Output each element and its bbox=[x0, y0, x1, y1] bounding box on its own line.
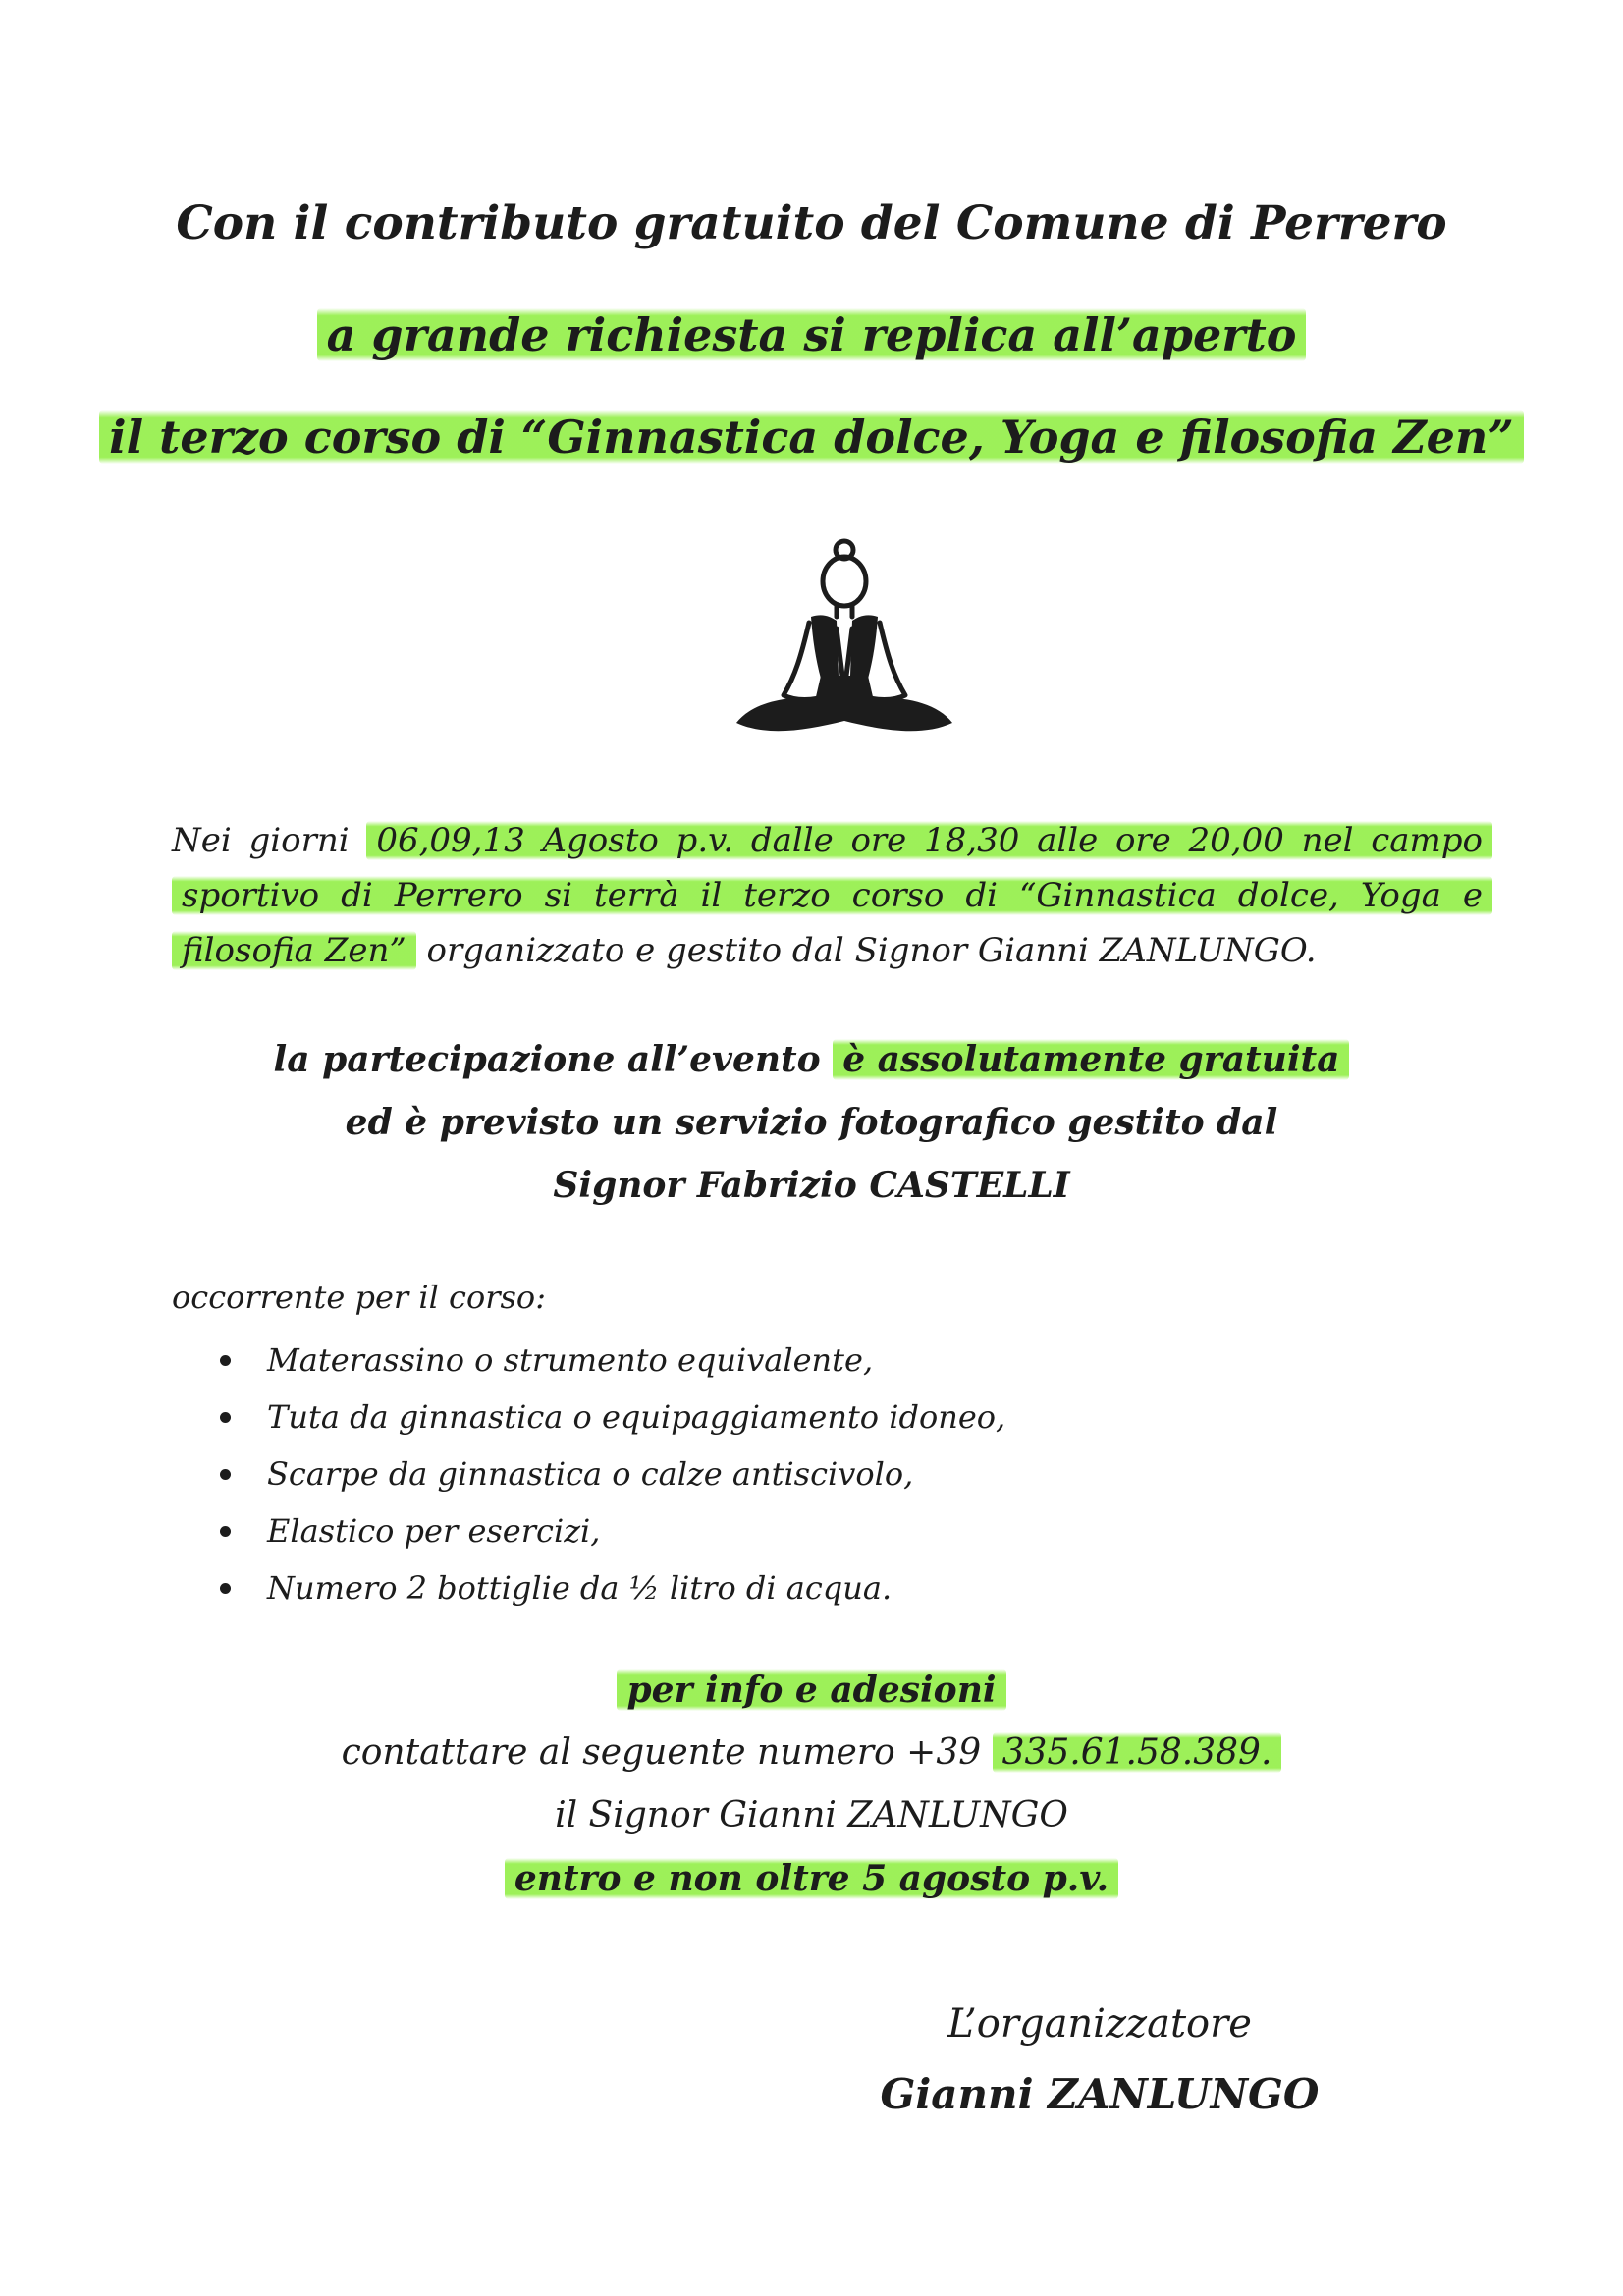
contact-line: contattare al seguente numero +39 335.61.58.389. bbox=[0, 1732, 1623, 1773]
event-description: Nei giorni 06,09,13 Agosto p.v. dalle ore 18,30 alle ore 20,00 nel campo sportivo di Perrero si terrà il terzo corso di “Ginnastica dolce, Yoga e filosofia Zen” organizzato e gestito dal Signor Gianni ZANLUNGO. bbox=[172, 813, 1492, 978]
list-item: Elastico per esercizi, bbox=[216, 1503, 1005, 1559]
list-item: Materassino o strumento equivalente, bbox=[216, 1332, 1005, 1389]
signature-name: Gianni ZANLUNGO bbox=[880, 2070, 1320, 2118]
highlight-mark: è assolutamente gratuita bbox=[833, 1039, 1349, 1080]
participation-line-3: Signor Fabrizio CASTELLI bbox=[553, 1165, 1070, 1206]
deadline bbox=[0, 1858, 1623, 1899]
highlight-mark: il terzo corso di “Ginnastica dolce, Yoga e filosofia Zen” bbox=[99, 410, 1524, 464]
contact-person: il Signor Gianni ZANLUNGO bbox=[555, 1795, 1068, 1835]
requirements-list bbox=[216, 1332, 1005, 1616]
list-item: Scarpe da ginnastica o calze antiscivolo, bbox=[216, 1446, 1005, 1503]
info-title bbox=[0, 1669, 1623, 1711]
highlight-mark: 06,09,13 Agosto p.v. dalle ore 18,30 alle ore 20,00 nel campo sportivo di Perrero si terrà il terzo corso di “Ginnastica dolce, Yoga e filosofia Zen” bbox=[172, 821, 1492, 970]
highlight-mark: entro e non oltre 5 agosto p.v. bbox=[505, 1858, 1118, 1899]
header-line-1: Con il contributo gratuito del Comune di Perrero bbox=[176, 196, 1447, 250]
list-item: Numero 2 bottiglie da ½ litro di acqua. bbox=[216, 1559, 1005, 1616]
requirements-title: occorrente per il corso: bbox=[172, 1279, 546, 1316]
yoga-meditation-icon bbox=[727, 538, 962, 744]
signature-role: L’organizzatore bbox=[947, 2001, 1252, 2047]
list-item: Tuta da ginnastica o equipaggiamento idoneo, bbox=[216, 1389, 1005, 1446]
header-line-3 bbox=[0, 410, 1623, 464]
highlight-mark: a grande richiesta si replica all’aperto bbox=[317, 308, 1307, 361]
participation-line-1: la partecipazione all’evento è assolutamente gratuita bbox=[0, 1039, 1623, 1080]
phone-number: 335.61.58.389. bbox=[993, 1732, 1282, 1773]
highlight-mark: per info e adesioni bbox=[617, 1669, 1005, 1711]
participation-line-2: ed è previsto un servizio fotografico gestito dal bbox=[345, 1102, 1278, 1143]
header-line-2 bbox=[0, 308, 1623, 361]
